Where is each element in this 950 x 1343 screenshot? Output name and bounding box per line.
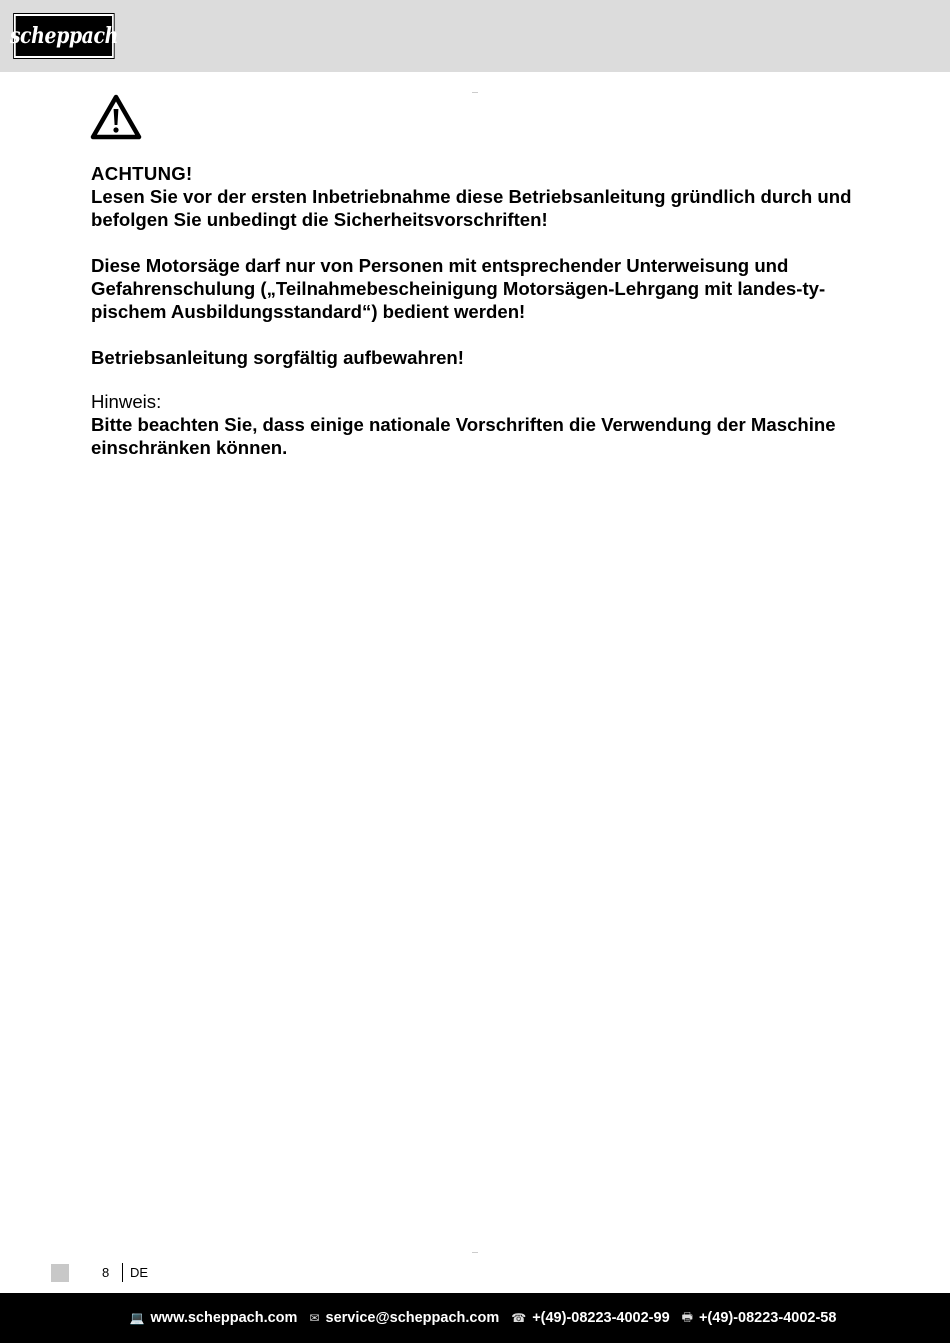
phone-icon: ☎ [511,1311,527,1325]
restriction-line-3: pischem Ausbildungsstandard“) bedient werden! [91,301,526,322]
mail-icon: ✉ [309,1311,320,1325]
achtung-heading: ACHTUNG! [91,163,193,184]
keep-manual-text: Betriebsanleitung sorgfältig aufbewahren! [91,347,464,368]
fax-text: +(49)-08223-4002-58 [698,1310,837,1326]
print-mark [472,92,478,93]
note-text: Bitte beachten Sie, dass einige nationale Vorschriften die Verwendung der Maschine einschränken können. [91,414,836,458]
fax-icon: 🖶 [681,1309,693,1324]
scheppach-logo: scheppach [14,14,114,58]
page-separator [122,1263,123,1282]
header-bar [0,0,950,72]
restriction-line-2: Gefahrenschulung („Teilnahmebescheinigung Motorsägen-Lehrgang mit landes-ty- [91,278,826,299]
footer-bar [0,1293,950,1343]
website-text: www.scheppach.com [150,1310,298,1326]
email-text: service@scheppach.com [325,1310,500,1326]
page-language: DE [130,1265,149,1280]
safety-notice [91,162,881,459]
computer-icon: 💻 [129,1311,145,1325]
intro-text: Lesen Sie vor der ersten Inbetriebnahme diese Betriebsanleitung gründlich durch und befolgen Sie unbedingt die Sicherheitsvorschriften! [91,186,852,230]
print-mark [472,1252,478,1253]
page-number: 8 [102,1265,110,1280]
footer-website[interactable] [130,1310,298,1326]
page-marker [51,1264,69,1282]
phone-text: +(49)-08223-4002-99 [532,1310,670,1326]
warning-triangle-icon [90,94,142,140]
restriction-line-1: Diese Motorsäge darf nur von Personen mit entsprechender Unterweisung und [91,255,789,276]
footer-fax [682,1308,837,1329]
footer-email[interactable] [309,1310,499,1326]
note-label: Hinweis: [91,391,162,412]
footer-phone [511,1310,669,1326]
